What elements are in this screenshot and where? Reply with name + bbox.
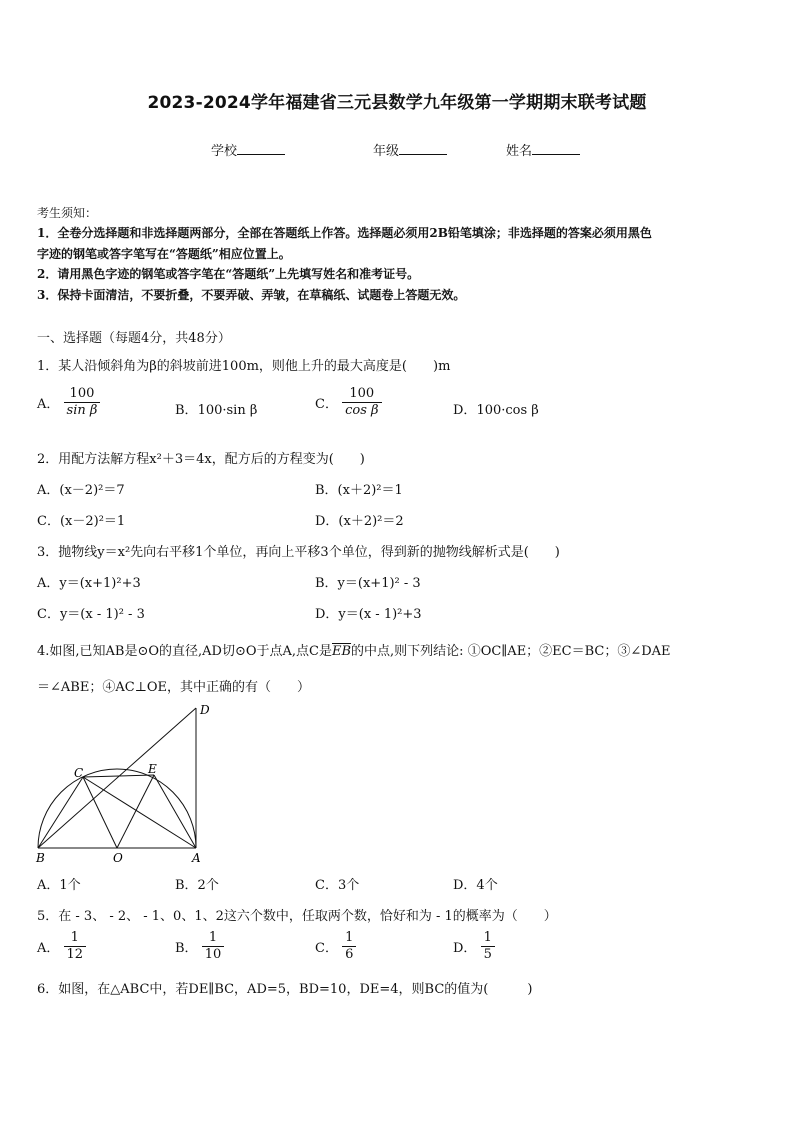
label-o: O <box>113 851 123 865</box>
label-c: C <box>74 766 84 780</box>
q1-a-label: A． <box>37 397 60 412</box>
q1-c-label: C． <box>315 397 338 412</box>
q4-option-d[interactable]: D．4个 <box>453 878 498 893</box>
q4-stem-line1 <box>37 640 671 659</box>
notice-item-1: 1．全卷分选择题和非选择题两部分，全部在答题纸上作答。选择题必须用2B铅笔填涂；非选择题的答案必须用黑色 <box>37 226 652 240</box>
notice-item-3: 3．保持卡面清洁，不要折叠，不要弄破、弄皱，在草稿纸、试题卷上答题无效。 <box>37 288 466 302</box>
grade-field[interactable] <box>373 140 447 159</box>
q3-option-d[interactable]: D．y＝(x - 1)²+3 <box>315 607 422 622</box>
q4-option-a[interactable]: A．1个 <box>37 878 81 893</box>
q1-stem: 1．某人沿倾斜角为β的斜坡前进100m，则他上升的最大高度是( )m <box>37 359 451 374</box>
q3-stem: 3．抛物线y＝x²先向右平移1个单位，再向上平移3个单位，得到新的抛物线解析式是( ) <box>37 545 560 560</box>
chord-bc <box>38 777 83 848</box>
q5-a-label: A． <box>37 941 60 956</box>
chord-ea <box>154 775 196 848</box>
q1-a-num: 100 <box>69 386 95 401</box>
q5-b-label: B． <box>175 941 198 956</box>
q5-c-fraction <box>342 930 356 963</box>
q5-d-den: 5 <box>481 946 495 963</box>
q3-option-c[interactable]: C．y＝(x - 1)² - 3 <box>37 607 145 622</box>
q4-stem-line2: ＝∠ABE；④AC⊥OE，其中正确的有（ ） <box>37 680 311 695</box>
q5-c-den: 6 <box>342 946 356 963</box>
q3-option-b[interactable]: B．y＝(x+1)² - 3 <box>315 576 421 591</box>
q4-arc-label: $\overline{EB}$ <box>332 644 352 659</box>
school-field[interactable] <box>211 140 285 159</box>
q5-d-label: D． <box>453 941 477 956</box>
q1-option-a[interactable] <box>37 386 100 419</box>
q2-option-d[interactable]: D．(x＋2)²＝2 <box>315 514 404 529</box>
q4-option-b[interactable]: B．2个 <box>175 878 219 893</box>
q5-c-num: 1 <box>345 930 354 945</box>
semicircle <box>38 769 196 848</box>
q5-d-num: 1 <box>483 930 492 945</box>
q5-option-a[interactable] <box>37 930 86 963</box>
q3-option-a[interactable]: A．y＝(x+1)²+3 <box>37 576 141 591</box>
school-label: 学校 <box>211 144 238 159</box>
q1-b-label: B． <box>175 403 198 418</box>
name-blank[interactable] <box>532 142 580 155</box>
label-d: D <box>200 703 210 717</box>
notice-heading: 考生须知： <box>37 206 98 220</box>
q6-stem: 6．如图，在△ABC中，若DE∥BC，AD=5，BD=10，DE=4，则BC的值为( ) <box>37 982 533 997</box>
q2-option-b[interactable]: B．(x＋2)²＝1 <box>315 483 403 498</box>
label-e: E <box>148 762 157 776</box>
q5-d-fraction <box>481 930 495 963</box>
school-blank[interactable] <box>237 142 285 155</box>
q1-a-den: sin β <box>64 402 101 419</box>
q4-option-c[interactable]: C．3个 <box>315 878 360 893</box>
q4-stem-b: 的中点,则下列结论: ①OC∥AE；②EC＝BC；③∠DAE <box>351 644 671 659</box>
q1-c-fraction <box>342 386 381 419</box>
q5-a-den: 12 <box>64 946 87 963</box>
label-b: B <box>36 851 45 865</box>
q1-a-fraction <box>64 386 101 419</box>
q1-option-c[interactable] <box>315 386 382 419</box>
q5-b-fraction <box>202 930 225 963</box>
name-field[interactable] <box>506 140 580 159</box>
q1-c-den: cos β <box>342 402 381 419</box>
page-title: 2023-2024学年福建省三元县数学九年级第一学期期末联考试题 <box>147 93 647 113</box>
q1-option-b[interactable] <box>175 399 257 418</box>
notice-item-1-cont: 字迹的钢笔或答字笔写在“答题纸”相应位置上。 <box>37 247 291 261</box>
q4-stem-a: 4.如图,已知AB是⊙O的直径,AD切⊙O于点A,点C是 <box>37 644 332 659</box>
label-a: A <box>192 851 201 865</box>
grade-blank[interactable] <box>399 142 447 155</box>
q4-figure <box>34 700 214 866</box>
q5-option-d[interactable] <box>453 930 495 963</box>
q5-a-fraction <box>64 930 87 963</box>
q2-option-a[interactable]: A．(x－2)²＝7 <box>37 483 125 498</box>
q5-stem: 5．在 - 3、 - 2、 - 1、0、1、2这六个数中，任取两个数，恰好和为 - 1的概率为（ ） <box>37 909 557 924</box>
q1-c-num: 100 <box>349 386 375 401</box>
q1-option-d[interactable] <box>453 399 539 418</box>
q2-stem: 2．用配方法解方程x²＋3＝4x，配方后的方程变为( ) <box>37 452 365 467</box>
line-bd <box>38 708 196 848</box>
q1-b-text: 100·sin β <box>197 403 258 418</box>
q5-a-num: 1 <box>70 930 79 945</box>
q2-option-c[interactable]: C．(x－2)²＝1 <box>37 514 126 529</box>
q5-b-den: 10 <box>202 946 225 963</box>
q5-option-b[interactable] <box>175 930 224 963</box>
notice-item-2: 2．请用黑色字迹的钢笔或答字笔在“答题纸”上先填写姓名和准考证号。 <box>37 267 420 281</box>
segment-oe <box>117 775 154 848</box>
q1-d-text: 100·cos β <box>476 403 539 418</box>
name-label: 姓名 <box>506 144 533 159</box>
q5-b-num: 1 <box>208 930 218 945</box>
section-heading: 一、选择题（每题4分，共48分） <box>37 331 231 346</box>
q5-option-c[interactable] <box>315 930 356 963</box>
q5-c-label: C． <box>315 941 338 956</box>
q1-d-label: D． <box>453 403 477 418</box>
grade-label: 年级 <box>373 144 400 159</box>
